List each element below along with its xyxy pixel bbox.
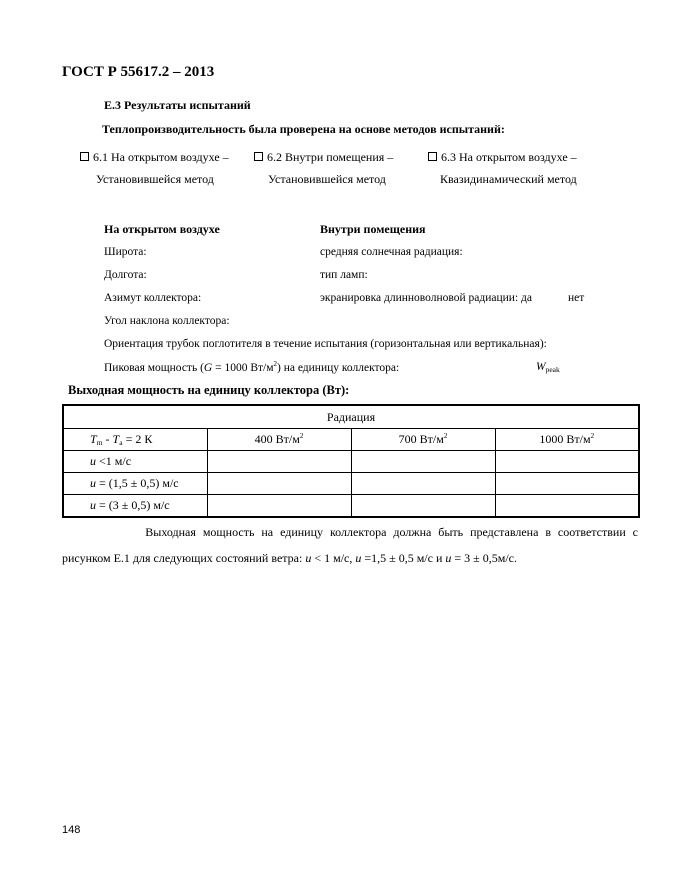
checkbox-icon xyxy=(254,152,263,161)
u-symbol: u xyxy=(90,454,96,468)
wind-value: = (3 ± 0,5) м/с xyxy=(96,498,170,512)
paragraph-text: Выходная мощность на единицу коллектора должна быть представлена в соответствии с xyxy=(145,525,639,539)
paragraph-text: =1,5 ± 0,5 м/с и xyxy=(361,551,446,565)
w-symbol: W xyxy=(536,361,546,373)
indoor-header: Внутри помещения xyxy=(320,222,426,236)
lamp-type-label: тип ламп: xyxy=(320,269,368,281)
latitude-label: Широта: xyxy=(104,246,147,258)
tm-subscript: m xyxy=(96,438,103,447)
option-6-3 xyxy=(428,150,577,165)
table-cell xyxy=(495,473,639,495)
option-6-3-method: Квазидинамический метод xyxy=(440,172,577,186)
u-symbol: u xyxy=(90,476,96,490)
table-cell xyxy=(207,473,351,495)
checkbox-icon xyxy=(80,152,89,161)
longwave-shield-label: экранировка длинноволновой радиации: да xyxy=(320,292,532,304)
table-cell xyxy=(351,495,495,518)
minus-sign: - xyxy=(102,432,113,446)
u-symbol: u xyxy=(445,551,452,565)
table-row xyxy=(63,451,639,473)
peak-prefix: Пиковая мощность ( xyxy=(104,362,204,374)
table-cell xyxy=(351,473,495,495)
option-6-1-method: Установившейся метод xyxy=(96,172,214,186)
column-value: 1000 Вт/м xyxy=(539,432,591,446)
table-radiation-row xyxy=(63,405,639,429)
peak-exponent: 2 xyxy=(273,360,278,368)
column-exponent: 2 xyxy=(443,432,448,440)
paragraph-text: < 1 м/с, xyxy=(311,551,356,565)
peak-power-label xyxy=(104,360,399,374)
table-cell xyxy=(207,451,351,473)
ta-symbol: T xyxy=(112,432,120,446)
table-row xyxy=(63,473,639,495)
option-label: 6.3 На открытом воздухе – xyxy=(441,150,577,164)
wind-condition-cell xyxy=(63,451,207,473)
w-peak-symbol xyxy=(536,361,560,374)
longitude-label: Долгота: xyxy=(104,269,147,281)
tm-symbol: T xyxy=(90,432,97,446)
method-intro: Теплопроизводительность была проверена на основе методов испытаний: xyxy=(102,122,505,136)
column-header xyxy=(495,429,639,451)
output-power-table xyxy=(62,404,640,518)
table-row xyxy=(63,495,639,518)
outdoor-header: На открытом воздухе xyxy=(104,222,220,236)
paragraph-line-1 xyxy=(62,519,638,545)
longwave-no-label: нет xyxy=(568,292,585,304)
column-header xyxy=(207,429,351,451)
wind-condition-cell xyxy=(63,473,207,495)
option-6-2-method: Установившейся метод xyxy=(268,172,386,186)
table-cell xyxy=(207,495,351,518)
checkbox-icon xyxy=(428,152,437,161)
column-value: 400 Вт/м xyxy=(254,432,300,446)
tilt-label: Угол наклона коллектора: xyxy=(104,315,230,327)
delta-t-cell xyxy=(63,429,207,451)
peak-g-symbol: G xyxy=(203,362,213,374)
column-value: 700 Вт/м xyxy=(398,432,444,446)
table-cell xyxy=(495,495,639,518)
tube-orientation-label: Ориентация трубок поглотителя в течение испытания (горизонтальная или вертикальная): xyxy=(104,338,547,350)
wind-value: <1 м/с xyxy=(96,454,132,468)
radiation-header: Радиация xyxy=(63,405,639,429)
column-exponent: 2 xyxy=(590,432,595,440)
peak-suffix: ) на единицу коллектора: xyxy=(277,362,400,374)
wind-condition-cell xyxy=(63,495,207,518)
paragraph-text: рисунком Е.1 для следующих состояний ветра: xyxy=(62,551,306,565)
azimuth-label: Азимут коллектора: xyxy=(104,292,202,304)
table-title: Выходная мощность на единицу коллектора (Вт): xyxy=(68,383,350,397)
ta-subscript: a xyxy=(119,438,123,447)
column-header xyxy=(351,429,495,451)
wind-value: = (1,5 ± 0,5) м/с xyxy=(96,476,179,490)
paragraph-line-2 xyxy=(62,545,638,571)
table-cell xyxy=(495,451,639,473)
solar-radiation-label: средняя солнечная радиация: xyxy=(320,246,463,258)
u-symbol: u xyxy=(305,551,312,565)
page-number: 148 xyxy=(62,824,81,836)
w-subscript: peak xyxy=(545,365,560,374)
section-heading: Е.3 Результаты испытаний xyxy=(104,98,251,112)
table-cell xyxy=(351,451,495,473)
option-6-1 xyxy=(80,150,229,165)
table-header-row xyxy=(63,429,639,451)
u-symbol: u xyxy=(355,551,362,565)
option-label: 6.1 На открытом воздухе – xyxy=(93,150,229,164)
paragraph-text: = 3 ± 0,5м/с. xyxy=(451,551,517,565)
document-title: ГОСТ Р 55617.2 – 2013 xyxy=(62,64,215,80)
u-symbol: u xyxy=(90,498,96,512)
delta-value: = 2 К xyxy=(122,432,153,446)
option-label: 6.2 Внутри помещения – xyxy=(267,150,394,164)
peak-value: = 1000 Вт/м xyxy=(212,362,274,374)
option-6-2 xyxy=(254,150,393,165)
column-exponent: 2 xyxy=(299,432,304,440)
